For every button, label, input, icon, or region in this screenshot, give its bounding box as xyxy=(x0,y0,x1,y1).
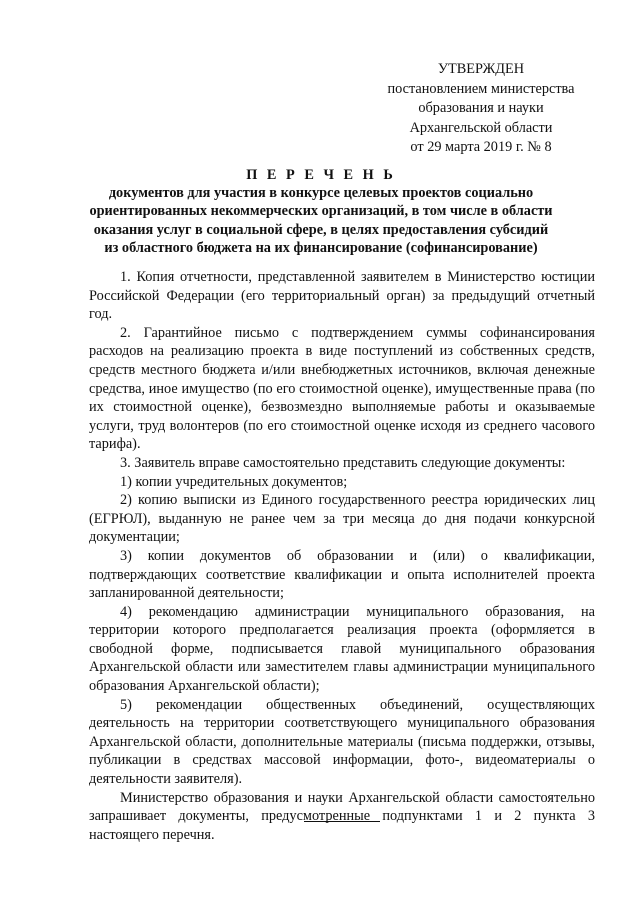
paragraph-item-3: 3. Заявитель вправе самостоятельно представить следующие документы: xyxy=(120,454,566,471)
subitem-5: 5) рекомендации общественных объединений, осуществляющих деятельность на территории соответствующего муниципального образования Архангельской области, дополнительные материалы (письма поддержки, отзывы, публикации в средствах массовой информации, фото-, видеоматериалы о деятельности заявителя). xyxy=(89,696,595,788)
paragraph-item-1: 1. Копия отчетности, представленной заявителем в Министерство юстиции Российской Федерации (его территориальный орган) за предыдущий отчетный год. xyxy=(89,269,595,323)
subitem-1: 1) копии учредительных документов; xyxy=(120,473,348,490)
paragraph-item-2: 2. Гарантийное письмо с подтверждением суммы софинансирования расходов на реализацию проекта в виде поступлений из собственных средств, средств местного бюджета и/или внебюджетных источников, включая денежные средства, иное имущество (по его стоимостной оценке), имущественные права (по их стоимостной оценке), безвозмездно выполняемые работы и оказываемые услуги, труд волонтеров (по его стоимостной оценке исходя из среднего часового тарифа). xyxy=(89,324,595,453)
subitem-2: 2) копию выписки из Единого государственного реестра юридических лиц (ЕГРЮЛ), выданную не ранее чем за три месяца до дня подачи конкурсной документации; xyxy=(89,492,595,546)
approval-status: УТВЕРЖДЕН xyxy=(437,61,525,77)
end-separator-line xyxy=(304,821,380,822)
document-body xyxy=(89,268,595,844)
approval-authority-line3: Архангельской области xyxy=(409,119,553,136)
approval-authority-line2: образования и науки xyxy=(418,100,544,116)
approval-date: от 29 марта 2019 г. № 8 xyxy=(410,139,552,155)
document-title: П Е Р Е Ч Е Н Ь xyxy=(246,167,396,183)
subitem-4: 4) рекомендацию администрации муниципального образования, на территории которого предполагается реализация проекта (оформляется в свободной форме, подписывается главой муниципального образования Архангельской области или заместителем главы администрации муниципального образования Архангельской области); xyxy=(89,603,595,695)
document-subtitle: документов для участия в конкурсе целевых проектов социально ориентированных некоммерческих организаций, в том числе в области оказания услуг в социальной сфере, в целях предоставления субсидий из областного бюджета на их финансирование (софинансирование) xyxy=(89,185,553,256)
subitem-3: 3) копии документов об образовании и (или) о квалификации, подтверждающих соответствие квалификации и опыта исполнителей проекта запланированной деятельности; xyxy=(89,547,595,602)
document-heading xyxy=(88,166,554,257)
approval-authority-line1: постановлением министерства xyxy=(387,80,575,97)
approval-stamp xyxy=(366,60,596,158)
closing-paragraph: Министерство образования и науки Архангельской области самостоятельно запрашивает документы, предусмотренные подпунктами 1 и 2 пункта 3 настоящего перечня. xyxy=(89,789,595,843)
